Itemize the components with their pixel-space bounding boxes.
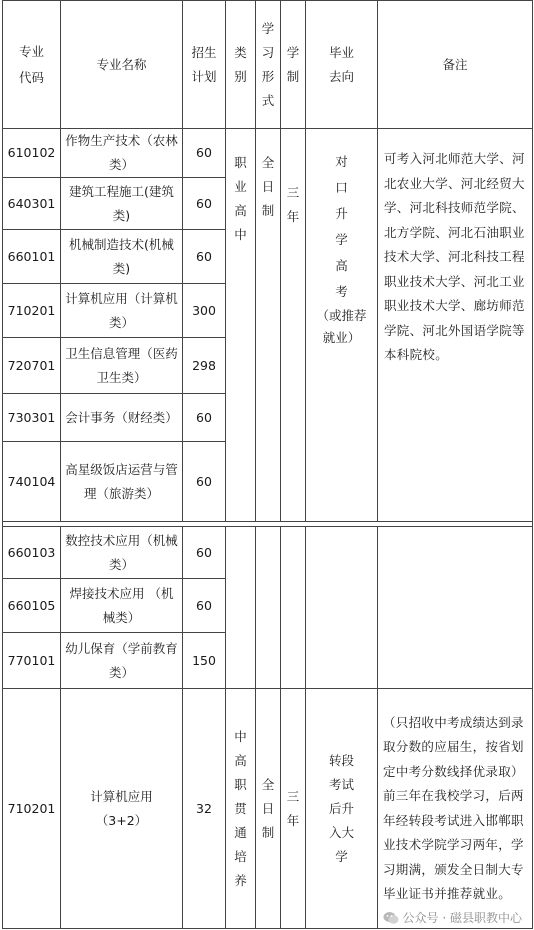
- plan-cell: 150: [183, 633, 226, 689]
- plan-cell: 60: [183, 129, 226, 178]
- plan-cell: 60: [183, 527, 226, 579]
- name-cell: 数控技术应用（机械类）: [61, 527, 183, 579]
- duration-cell: 三年: [281, 129, 306, 522]
- plan-cell: 60: [183, 579, 226, 633]
- plan-cell: 60: [183, 442, 226, 522]
- plan-cell: 60: [183, 394, 226, 442]
- empty-cell: [281, 527, 306, 689]
- name-cell: 幼儿保育（学前教育类）: [61, 633, 183, 689]
- enrollment-table: [2, 0, 533, 929]
- name-sub: （3+2）: [95, 812, 148, 828]
- name-cell: 焊接技术应用 （机械类）: [61, 579, 183, 633]
- header-plan: 招生计划: [183, 1, 226, 129]
- empty-cell: [306, 527, 378, 689]
- mode-cell: 全日制: [256, 129, 281, 522]
- name-cell: 作物生产技术（农林类）: [61, 129, 183, 178]
- code-cell: 710201: [3, 284, 61, 338]
- empty-cell: [226, 527, 256, 689]
- code-cell: 640301: [3, 178, 61, 230]
- table-row: [3, 527, 533, 579]
- remark-cell: （只招收中考成绩达到录取分数的应届生，按省划定中考分数线择优录取）前三年在我校学习，后两年经转段考试进入邯郸职业技术学院学习两年，学习期满，颁发全日制大专毕业证书并推荐就业。: [378, 689, 533, 929]
- header-remark: 备注: [378, 1, 533, 129]
- name-cell: 计算机应用（计算机类）: [61, 284, 183, 338]
- wechat-icon: [383, 911, 399, 925]
- name-cell: 卫生信息管理（医药卫生类）: [61, 338, 183, 394]
- name-cell: 会计事务（财经类）: [61, 394, 183, 442]
- header-name: 专业名称: [61, 1, 183, 129]
- watermark-text: 公众号 · 磁县职教中心: [402, 911, 522, 925]
- code-cell: 610102: [3, 129, 61, 178]
- header-duration: 学制: [281, 1, 306, 129]
- plan-cell: 60: [183, 230, 226, 284]
- duration-cell: 三年: [281, 689, 306, 929]
- category-cell: 中高职贯通培养: [226, 689, 256, 929]
- header-category: 类别: [226, 1, 256, 129]
- table-row: [3, 129, 533, 178]
- plan-cell: 300: [183, 284, 226, 338]
- code-cell: 740104: [3, 442, 61, 522]
- code-cell: 660103: [3, 527, 61, 579]
- header-mode: 学习形式: [256, 1, 281, 129]
- empty-cell: [378, 527, 533, 689]
- name-cell: 高星级饭店运营与管理（旅游类）: [61, 442, 183, 522]
- code-cell: 660101: [3, 230, 61, 284]
- remark-cell: 可考入河北师范大学、河北农业大学、河北经贸大学、河北科技师范学院、北方学院、河北石油职业技术大学、河北科技工程职业技术大学、河北工业职业技术大学、廊坊师范学院、河北外国语学院等本科院校。: [378, 129, 533, 522]
- plan-cell: 60: [183, 178, 226, 230]
- code-cell: 660105: [3, 579, 61, 633]
- name-cell: 建筑工程施工(建筑类): [61, 178, 183, 230]
- code-cell: 710201: [3, 689, 61, 929]
- category-cell: 职业高中: [226, 129, 256, 522]
- name-cell: 机械制造技术(机械类): [61, 230, 183, 284]
- name-cell: [61, 689, 183, 929]
- plan-cell: 298: [183, 338, 226, 394]
- code-cell: 720701: [3, 338, 61, 394]
- header-row: [3, 1, 533, 129]
- destination-cell: 对口升学高考 （或推荐就业）: [306, 129, 378, 522]
- table-row: [3, 689, 533, 929]
- empty-cell: [256, 527, 281, 689]
- watermark: [383, 909, 522, 926]
- code-cell: 730301: [3, 394, 61, 442]
- header-code: 专业代码: [3, 1, 61, 129]
- name-main: 计算机应用: [90, 788, 153, 804]
- mode-cell: 全日制: [256, 689, 281, 929]
- destination-cell: 转段考试后升入大学: [306, 689, 378, 929]
- code-cell: 770101: [3, 633, 61, 689]
- plan-cell: 32: [183, 689, 226, 929]
- header-destination: 毕业去向: [306, 1, 378, 129]
